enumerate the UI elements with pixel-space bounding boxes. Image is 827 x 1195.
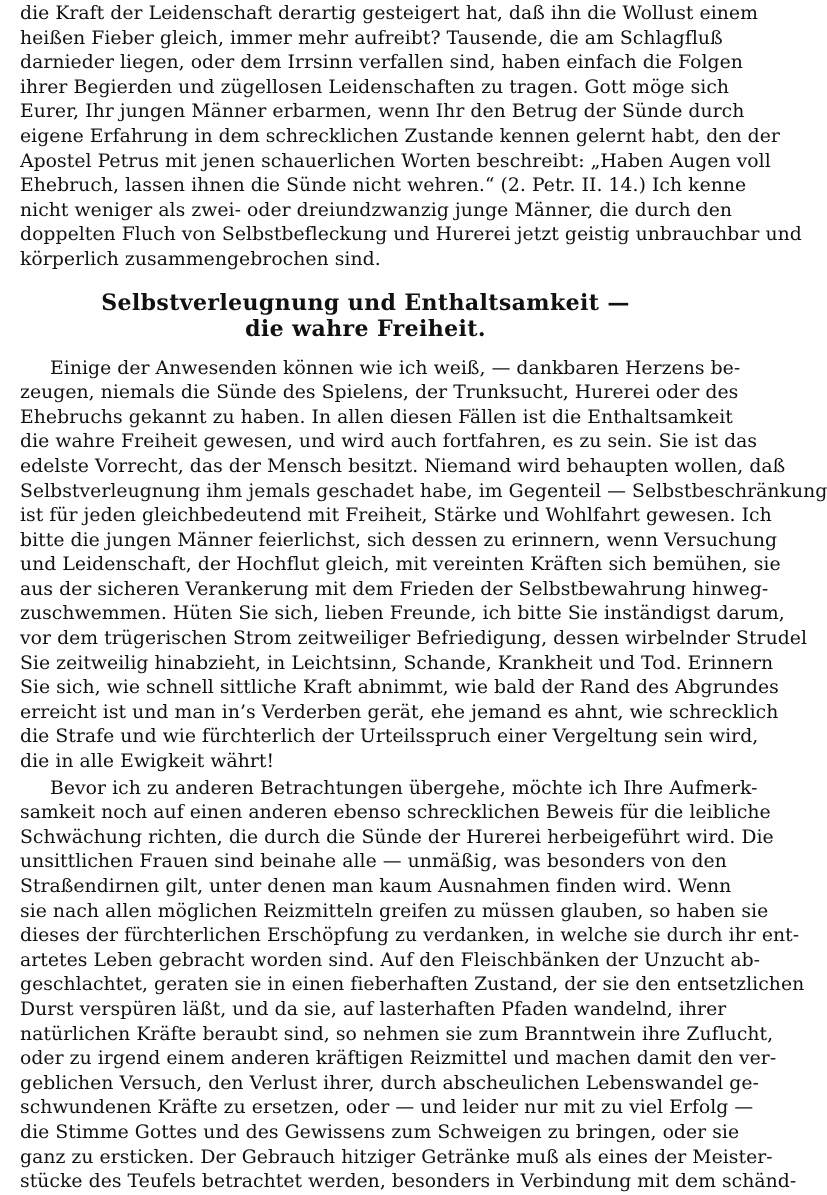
text-line: ganz zu ersticken. Der Gebrauch hitziger Getränke muß als eines der Meister- bbox=[20, 1146, 773, 1168]
text-line: geschlachtet, geraten sie in einen fieberhaften Zustand, der sie den entsetzlichen bbox=[20, 974, 805, 996]
text-line: ihrer Begierden und zügellosen Leidenschaften zu tragen. Gott möge sich bbox=[20, 76, 730, 98]
text-line: zeugen, niemals die Sünde des Spielens, der Trunksucht, Hurerei oder des bbox=[20, 382, 739, 404]
paragraph-two bbox=[20, 777, 805, 1195]
text-line: Bevor ich zu anderen Betrachtungen übergehe, möchte ich Ihre Aufmerk- bbox=[50, 777, 758, 799]
text-line: artetes Leben gebracht worden sind. Auf den Fleischbänken der Unzucht ab- bbox=[20, 949, 761, 971]
text-line: unsittlichen Frauen sind beinahe alle — unmäßig, was besonders von den bbox=[20, 851, 727, 873]
text-line: eigene Erfahrung in dem schrecklichen Zustande kennen gelernt habt, den der bbox=[20, 125, 780, 147]
text-line: Eurer, Ihr jungen Männer erbarmen, wenn Ihr den Betrug der Sünde durch bbox=[20, 101, 745, 123]
text-line: Durst verspüren läßt, und da sie, auf lasterhaften Pfaden wandelnd, ihrer bbox=[20, 998, 727, 1020]
paragraph-continued bbox=[20, 2, 802, 273]
text-line: edelste Vorrecht, das der Mensch besitzt. Niemand wird behaupten wollen, daß bbox=[20, 455, 786, 477]
heading-line-2: die wahre Freiheit. bbox=[245, 315, 486, 342]
text-line: natürlichen Kräfte beraubt sind, so nehmen sie zum Branntwein ihre Zuflucht, bbox=[20, 1023, 774, 1045]
text-line: bitte die jungen Männer feierlichst, sich dessen zu erinnern, wenn Versuchung bbox=[20, 529, 778, 551]
text-line: dieses der fürchterlichen Erschöpfung zu verdanken, in welche sie durch ihr ent- bbox=[20, 925, 800, 947]
section-heading bbox=[20, 290, 711, 342]
text-line: Apostel Petrus mit jenen schauerlichen Worten beschreibt: „Haben Augen voll bbox=[20, 150, 771, 172]
text-line: die Kraft der Leidenschaft derartig gesteigert hat, daß ihn die Wollust einem bbox=[20, 3, 758, 24]
text-line: sie nach allen möglichen Reizmitteln greifen zu müssen glauben, so haben sie bbox=[20, 900, 769, 922]
text-line: heißen Fieber gleich, immer mehr aufreibt? Tausende, die am Schlagfluß bbox=[20, 27, 723, 49]
text-line: vor dem trügerischen Strom zeitweiliger Befriedigung, dessen wirbelnder Strudel bbox=[20, 628, 808, 650]
text-line: die wahre Freiheit gewesen, und wird auch fortfahren, es zu sein. Sie ist das bbox=[20, 431, 758, 453]
text-line: doppelten Fluch von Selbstbefleckung und Hurerei jetzt geistig unbrauchbar und bbox=[20, 224, 802, 246]
text-line: oder zu irgend einem anderen kräftigen Reizmittel und machen damit den ver- bbox=[20, 1048, 777, 1070]
text-line: Ehebruch, lassen ihnen die Sünde nicht wehren.“ (2. Petr. II. 14.) Ich kenne bbox=[20, 175, 747, 197]
text-line: die in alle Ewigkeit währt! bbox=[20, 751, 275, 773]
text-line: die Stimme Gottes und des Gewissens zum Schweigen zu bringen, oder sie bbox=[20, 1121, 740, 1143]
text-line: geblichen Versuch, den Verlust ihrer, durch abscheulichen Lebenswandel ge- bbox=[20, 1072, 759, 1094]
paragraph-one bbox=[20, 357, 827, 775]
text-line: schwundenen Kräfte zu ersetzen, oder — und leider nur mit zu viel Erfolg — bbox=[20, 1097, 754, 1119]
text-line: zuschwemmen. Hüten Sie sich, lieben Freunde, ich bitte Sie inständigst darum, bbox=[20, 603, 785, 625]
text-line: Sie zeitweilig hinabzieht, in Leichtsinn, Schande, Krankheit und Tod. Erinnern bbox=[20, 652, 774, 674]
text-line: Straßendirnen gilt, unter denen man kaum Ausnahmen finden wird. Wenn bbox=[20, 876, 732, 897]
heading-line-1: Selbstverleugnung und Enthaltsamkeit — bbox=[101, 289, 630, 316]
text-line: Sie sich, wie schnell sittliche Kraft abnimmt, wie bald der Rand des Abgrundes bbox=[20, 677, 779, 699]
text-line: Ehebruchs gekannt zu haben. In allen diesen Fällen ist die Enthaltsamkeit bbox=[20, 406, 733, 428]
text-line: ist für jeden gleichbedeutend mit Freiheit, Stärke und Wohlfahrt gewesen. Ich bbox=[20, 505, 772, 527]
text-line: die Strafe und wie fürchterlich der Urteilsspruch einer Vergeltung sein wird, bbox=[20, 726, 759, 748]
text-line: Einige der Anwesenden können wie ich weiß, — dankbaren Herzens be- bbox=[50, 357, 741, 379]
text-line: Selbstverleugnung ihm jemals geschadet habe, im Gegenteil — Selbstbeschränkung bbox=[20, 480, 827, 502]
text-line: körperlich zusammengebrochen sind. bbox=[20, 248, 381, 270]
text-line: samkeit noch auf einen anderen ebenso schrecklichen Beweis für die leibliche bbox=[20, 802, 771, 824]
text-line: stücke des Teufels betrachtet werden, besonders in Verbindung mit dem schänd- bbox=[20, 1171, 797, 1193]
text-line: darnieder liegen, oder dem Irrsinn verfallen sind, haben einfach die Folgen bbox=[20, 52, 743, 74]
text-line: nicht weniger als zwei- oder dreiundzwanzig junge Männer, die durch den bbox=[20, 199, 733, 221]
text-line: und Leidenschaft, der Hochflut gleich, mit vereinten Kräften sich bemühen, sie bbox=[20, 554, 781, 576]
text-line: aus der sicheren Verankerung mit dem Frieden der Selbstbewahrung hinweg- bbox=[20, 578, 769, 600]
text-line: Schwächung richten, die durch die Sünde der Hurerei herbeigeführt wird. Die bbox=[20, 826, 774, 848]
text-line: erreicht ist und man in’s Verderben gerät, ehe jemand es ahnt, wie schrecklich bbox=[20, 701, 779, 723]
